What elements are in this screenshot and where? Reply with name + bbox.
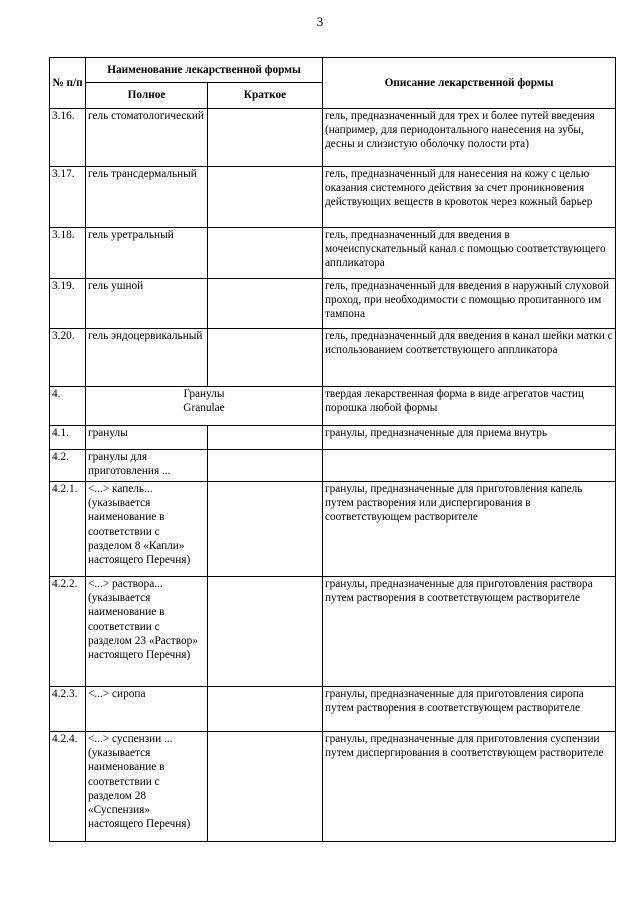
row-num: 4.1. [50, 426, 86, 450]
row-full-name: гранулы для приготовления ... [86, 450, 208, 482]
table-row [50, 167, 616, 228]
section-title-ru: Гранулы [183, 388, 225, 400]
row-description: гранулы, предназначенные для приготовления капель путем растворения или диспергирования в соответствующем растворителе [323, 482, 616, 577]
table-row [50, 279, 616, 329]
row-description [323, 450, 616, 482]
section-num: 4. [50, 387, 86, 426]
row-num: 3.19. [50, 279, 86, 329]
row-short-name [208, 329, 323, 387]
page-number: 3 [316, 14, 324, 29]
table-row [50, 109, 616, 167]
table-row [50, 228, 616, 279]
row-full-name: гель уретральный [86, 228, 208, 279]
row-num: 4.2.3. [50, 687, 86, 732]
row-full-name: гель эндоцервикальный [86, 329, 208, 387]
table-row [50, 450, 616, 482]
row-short-name [208, 687, 323, 732]
row-description: гранулы, предназначенные для приготовления сиропа путем растворения в соответствующем растворителе [323, 687, 616, 732]
row-num: 4.2.2. [50, 577, 86, 687]
row-num: 3.20. [50, 329, 86, 387]
row-description: гранулы, предназначенные для приема внутрь [323, 426, 616, 450]
row-num: 4.2.4. [50, 732, 86, 842]
row-full-name: <...> суспензии ... (указывается наименование в соответствии с разделом 28 «Суспензия» настоящего Перечня) [86, 732, 208, 842]
row-full-name: гель стоматологический [86, 109, 208, 167]
table-row [50, 577, 616, 687]
row-short-name [208, 279, 323, 329]
row-short-name [208, 732, 323, 842]
row-num: 3.18. [50, 228, 86, 279]
header-name-group: Наименование лекарственной формы [86, 58, 323, 83]
row-num: 3.17. [50, 167, 86, 228]
table-header-row [50, 58, 616, 83]
row-description: гель, предназначенный для введения в канал шейки матки с использованием соответствующего аппликатора [323, 329, 616, 387]
header-description: Описание лекарственной формы [323, 58, 616, 109]
header-full: Полное [86, 83, 208, 109]
row-full-name: <...> сиропа [86, 687, 208, 732]
row-num: 4.2. [50, 450, 86, 482]
row-short-name [208, 167, 323, 228]
row-short-name [208, 577, 323, 687]
row-description: гранулы, предназначенные для приготовления суспензии путем диспергирования в соответствующем растворителе [323, 732, 616, 842]
dosage-forms-table [49, 57, 616, 842]
section-title-la: Granulae [183, 402, 225, 415]
row-description: гель, предназначенный для введения в наружный слуховой проход, при необходимости с помощью пропитанного им тампона [323, 279, 616, 329]
row-description: гранулы, предназначенные для приготовления раствора путем растворения в соответствующем растворителе [323, 577, 616, 687]
row-description: гель, предназначенный для введения в мочеиспускательный канал с помощью соответствующего аппликатора [323, 228, 616, 279]
table-row [50, 426, 616, 450]
row-num: 4.2.1. [50, 482, 86, 577]
row-description: гель, предназначенный для нанесения на кожу с целью оказания системного действия за счет проникновения действующих веществ в кровоток через кожный барьер [323, 167, 616, 228]
table-row [50, 732, 616, 842]
section-title [86, 387, 323, 426]
row-num: 3.16. [50, 109, 86, 167]
section-description: твердая лекарственная форма в виде агрегатов частиц порошка любой формы [323, 387, 616, 426]
row-short-name [208, 109, 323, 167]
row-full-name: гранулы [86, 426, 208, 450]
row-full-name: гель ушной [86, 279, 208, 329]
row-short-name [208, 450, 323, 482]
row-short-name [208, 426, 323, 450]
row-full-name: <...> капель... (указывается наименование в соответствии с разделом 8 «Капли» настоящего Перечня) [86, 482, 208, 577]
table-row [50, 482, 616, 577]
row-short-name [208, 228, 323, 279]
header-num: № п/п [50, 58, 86, 109]
header-short: Краткое [208, 83, 323, 109]
table-row [50, 687, 616, 732]
row-full-name: гель трансдермальный [86, 167, 208, 228]
table-row [50, 329, 616, 387]
row-short-name [208, 482, 323, 577]
row-full-name: <...> раствора... (указывается наименование в соответствии с разделом 23 «Раствор» настоящего Перечня) [86, 577, 208, 687]
section-row [50, 387, 616, 426]
row-description: гель, предназначенный для трех и более путей введения (например, для периодонтального нанесения на зубы, десны и слизистую оболочку полости рта) [323, 109, 616, 167]
